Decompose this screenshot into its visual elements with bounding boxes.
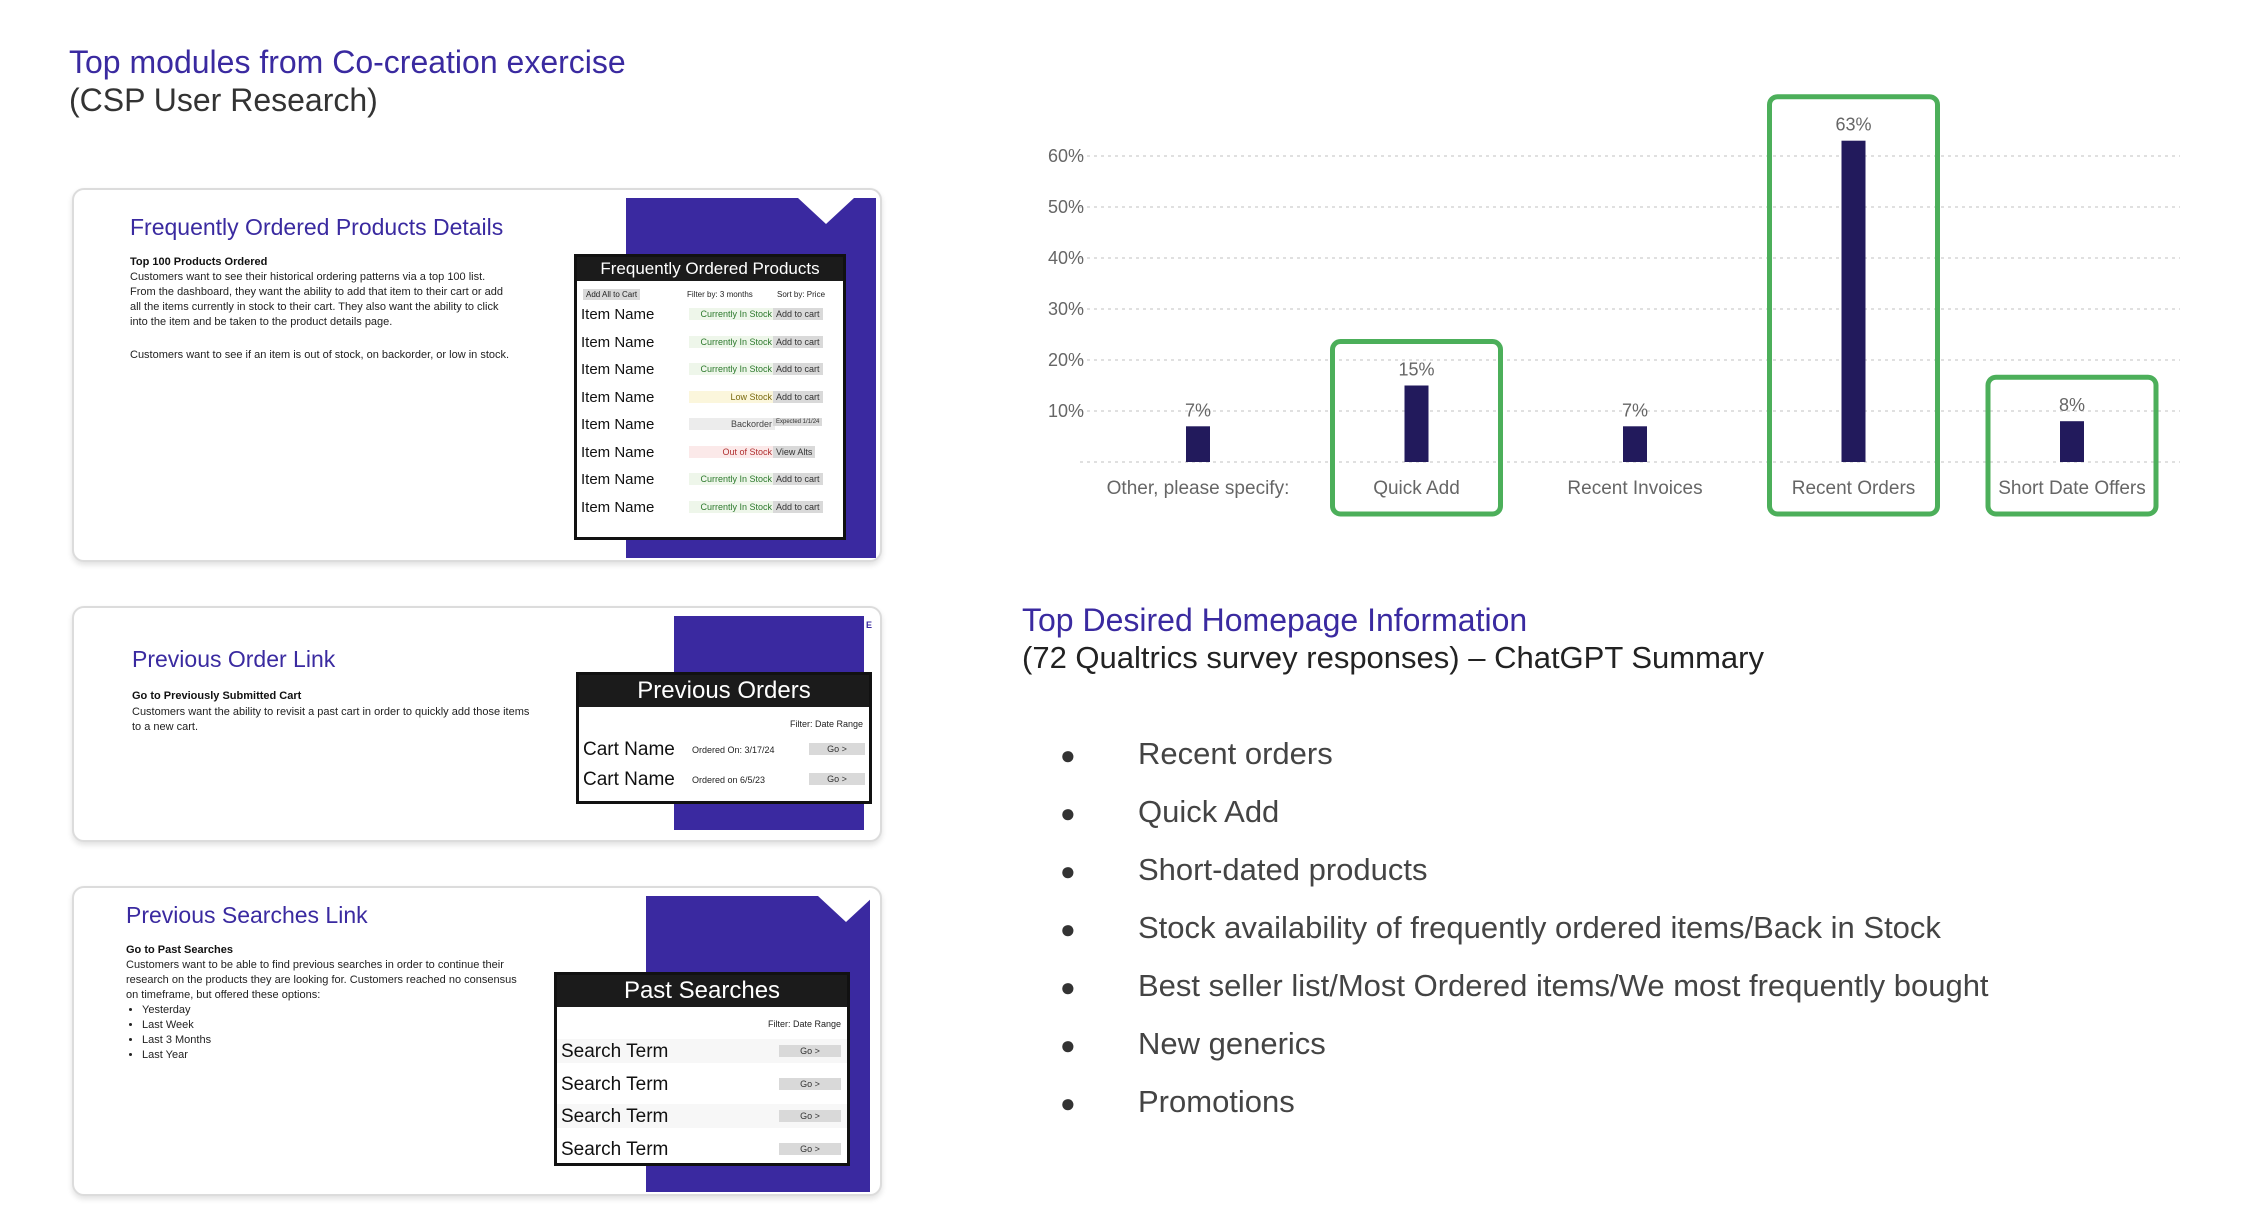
stock-status: Currently In Stock [689, 336, 775, 348]
y-tick-label: 50% [1048, 197, 1085, 217]
slide-title: Previous Searches Link [126, 902, 368, 928]
slide-description: Customers want to see their historical ordering patterns via a top 100 list. From the dashboard, they want the ability to add that item to their cart or add all the items currently in stock to their cart. They also want the ability to click into the item and be taken to the product details page. [130, 271, 503, 328]
y-tick-label: 40% [1048, 248, 1085, 268]
stock-status: Backorder [689, 418, 775, 430]
list-item-text: Stock availability of frequently ordered items/Back in Stock [1138, 910, 1941, 945]
slide-subheading: Go to Previously Submitted Cart [132, 690, 302, 702]
x-tick-label: Quick Add [1373, 478, 1460, 499]
stock-status: Out of Stock [689, 446, 775, 458]
summary-title: Top Desired Homepage Information [1022, 602, 1528, 638]
page-subtitle: (CSP User Research) [69, 82, 378, 118]
option-item: • Last Week [142, 1018, 526, 1033]
data-label: 63% [1835, 114, 1872, 135]
past-searches-panel [554, 972, 850, 1166]
slide-description: Customers want the ability to revisit a past cart in order to quickly add those items to a new cart. [132, 706, 530, 733]
list-item-text: New generics [1138, 1026, 1326, 1061]
x-tick-label: Short Date Offers [1998, 478, 2146, 499]
order-date: Ordered On: 3/17/24 [692, 745, 775, 755]
summary-subtitle: (72 Qualtrics survey responses) – ChatGPT Summary [1022, 640, 1764, 675]
bullet-icon: ● [1060, 1088, 1076, 1118]
go-button[interactable]: Go > [809, 743, 865, 755]
option-item: • Yesterday [142, 1003, 526, 1018]
table-row [579, 767, 869, 793]
item-name[interactable]: Item Name [581, 361, 655, 378]
x-tick-label: Recent Invoices [1567, 478, 1703, 499]
filter-label[interactable]: Filter: Date Range [767, 1019, 841, 1029]
item-name[interactable]: Item Name [581, 306, 655, 323]
panel-title: Previous Orders [579, 675, 869, 707]
search-term[interactable]: Search Term [561, 1138, 669, 1160]
y-tick-label: 10% [1048, 401, 1085, 421]
stock-status: Currently In Stock [689, 308, 775, 320]
item-name[interactable]: Item Name [581, 333, 655, 351]
search-term[interactable]: Search Term [561, 1106, 669, 1127]
search-term[interactable]: Search Term [561, 1073, 669, 1095]
item-name[interactable]: Item Name [581, 471, 655, 488]
bar [1623, 426, 1647, 462]
stock-status: Low Stock [689, 391, 775, 403]
go-button[interactable]: Go > [779, 1078, 841, 1090]
list-item-text: Recent orders [1138, 736, 1333, 771]
table-row [577, 496, 843, 518]
bullet-icon: ● [1060, 856, 1076, 886]
survey-bar-chart [1020, 90, 2220, 530]
row-action-button[interactable]: Add to cart [773, 308, 823, 320]
bullet-icon: ● [1060, 798, 1076, 828]
slide-badge: 5 & 4 [842, 890, 864, 900]
previous-searches-slide [72, 886, 882, 1196]
stock-status: Currently In Stock [689, 473, 775, 485]
panel-title: Past Searches [557, 975, 847, 1007]
slide-description-2: Customers want to see if an item is out of stock, on backorder, or low in stock. [130, 349, 510, 361]
table-row [577, 468, 843, 490]
data-label: 7% [1621, 400, 1649, 421]
table-row [579, 737, 869, 763]
data-label: 8% [2058, 395, 2086, 416]
option-item: • Last 3 Months [142, 1033, 526, 1048]
bullet-icon: ● [1060, 1030, 1076, 1060]
add-all-button[interactable]: Add All to Cart [583, 289, 640, 300]
frequent-products-panel [574, 254, 846, 540]
stock-status: Currently In Stock [689, 363, 775, 375]
order-date: Ordered on 6/5/23 [692, 775, 766, 785]
row-action-button[interactable]: Expected 1/1/24 [773, 418, 822, 426]
row-action-button[interactable]: Add to cart [773, 336, 823, 348]
y-tick-label: 30% [1048, 299, 1085, 319]
x-tick-label: Recent Orders [1791, 478, 1916, 499]
frequent-products-slide [72, 188, 882, 562]
item-name[interactable]: Item Name [581, 498, 655, 516]
item-name[interactable]: Item Name [581, 388, 655, 406]
slide-title: Frequently Ordered Products Details [130, 214, 504, 240]
table-row [577, 331, 843, 353]
go-button[interactable]: Go > [809, 773, 865, 785]
timeframe-options [126, 1003, 526, 1063]
row-action-button[interactable]: Add to cart [773, 363, 823, 375]
slide-badge: E [866, 620, 873, 630]
table-row [557, 1072, 847, 1096]
row-action-button[interactable]: Add to cart [773, 391, 823, 403]
y-tick-label: 60% [1048, 146, 1085, 166]
row-action-button[interactable]: Add to cart [773, 473, 823, 485]
cart-name[interactable]: Cart Name [583, 769, 675, 790]
item-name[interactable]: Item Name [581, 443, 655, 461]
bullet-icon: ● [1060, 740, 1076, 770]
list-item-text: Quick Add [1138, 794, 1280, 829]
page-title: Top modules from Co-creation exercise [69, 44, 626, 80]
list-item-text: Promotions [1138, 1084, 1295, 1119]
bar [1405, 386, 1429, 463]
filter-label[interactable]: Filter: Date Range [789, 719, 863, 729]
panel-title: Frequently Ordered Products [577, 257, 843, 281]
table-row [557, 1137, 847, 1161]
slide-title: Previous Order Link [132, 646, 336, 672]
bar [2060, 421, 2084, 462]
table-row [557, 1104, 847, 1128]
sort-label[interactable]: Sort by: Price [777, 290, 826, 299]
table-row [577, 303, 843, 325]
bar [1186, 426, 1210, 462]
bullet-icon: ● [1060, 914, 1076, 944]
row-action-button[interactable]: View Alts [773, 446, 815, 458]
table-row [577, 413, 843, 435]
row-action-button[interactable]: Add to cart [773, 501, 823, 513]
y-tick-label: 20% [1048, 350, 1085, 370]
item-name[interactable]: Item Name [581, 416, 655, 433]
option-item: • Last Year [142, 1048, 526, 1063]
x-tick-label: Other, please specify: [1106, 478, 1290, 499]
slide-badge: 3 & 4 [812, 202, 834, 212]
data-label: 7% [1184, 400, 1212, 421]
description-text: Customers want to be able to find previous searches in order to continue their research on the products they are looking for. Customers reached no consensus on timeframe, but offered these options: [126, 959, 517, 1001]
table-row [577, 441, 843, 463]
slide-subheading: Go to Past Searches [126, 944, 233, 956]
filter-label[interactable]: Filter by: 3 months [687, 290, 753, 299]
data-label: 15% [1398, 359, 1435, 380]
bar [1842, 141, 1866, 462]
slide-subheading: Top 100 Products Ordered [130, 256, 268, 268]
previous-orders-panel [576, 672, 872, 804]
list-item-text: Short-dated products [1138, 852, 1428, 887]
go-button[interactable]: Go > [779, 1110, 841, 1122]
previous-order-slide [72, 606, 882, 842]
go-button[interactable]: Go > [779, 1045, 841, 1057]
go-button[interactable]: Go > [779, 1143, 841, 1155]
list-item-text: Best seller list/Most Ordered items/We most frequently bought [1138, 968, 1989, 1003]
slide-description [126, 958, 526, 1063]
bullet-icon: ● [1060, 972, 1076, 1002]
search-term[interactable]: Search Term [561, 1041, 669, 1062]
stock-status: Currently In Stock [689, 501, 775, 513]
table-row [577, 358, 843, 380]
cart-name[interactable]: Cart Name [583, 739, 675, 760]
table-row [557, 1039, 847, 1063]
table-row [577, 386, 843, 408]
